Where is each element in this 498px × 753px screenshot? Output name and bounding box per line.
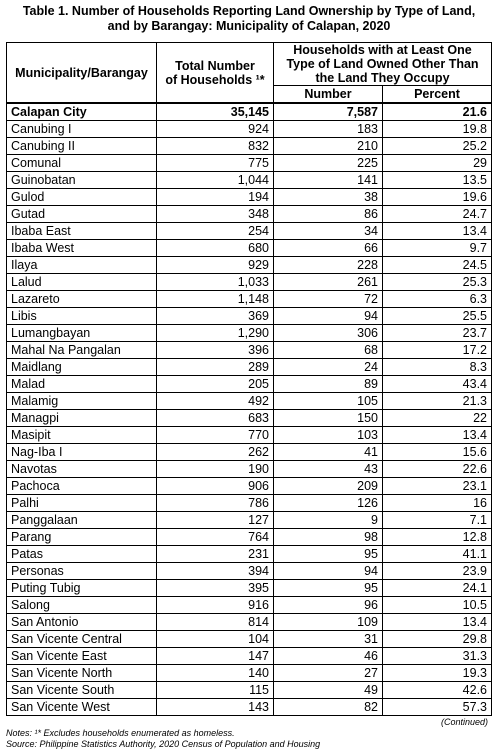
cell-barangay: San Vicente North [7,665,157,682]
header-barangay: Municipality/Barangay [7,43,157,104]
table-row [7,308,492,325]
cell-percent: 43.4 [383,376,492,393]
cell-percent: 29 [383,155,492,172]
cell-number: 95 [274,580,383,597]
cell-percent: 21.6 [383,103,492,121]
cell-barangay: Mahal Na Pangalan [7,342,157,359]
cell-barangay: Gulod [7,189,157,206]
cell-number: 228 [274,257,383,274]
cell-number: 105 [274,393,383,410]
table-row [7,223,492,240]
cell-barangay: Ilaya [7,257,157,274]
header-group-line-3: the Land They Occupy [315,71,450,85]
cell-percent: 8.3 [383,359,492,376]
continued-label: (Continued) [440,717,488,727]
cell-barangay: Personas [7,563,157,580]
cell-barangay: Guinobatan [7,172,157,189]
cell-number: 38 [274,189,383,206]
cell-total: 394 [157,563,274,580]
cell-percent: 19.3 [383,665,492,682]
table-row [7,240,492,257]
cell-total: 906 [157,478,274,495]
cell-total: 1,044 [157,172,274,189]
header-group-line-1: Households with at Least One [293,43,472,57]
table-row [7,461,492,478]
table-row [7,665,492,682]
cell-percent: 25.2 [383,138,492,155]
table-row [7,699,492,716]
header-percent: Percent [383,86,492,104]
header-group-line-2: Type of Land Owned Other Than [286,57,479,71]
cell-total: 770 [157,427,274,444]
cell-percent: 13.5 [383,172,492,189]
cell-total: 231 [157,546,274,563]
cell-barangay: San Vicente West [7,699,157,716]
cell-barangay: Panggalaan [7,512,157,529]
cell-percent: 6.3 [383,291,492,308]
table-row [7,444,492,461]
cell-barangay: San Vicente South [7,682,157,699]
cell-number: 96 [274,597,383,614]
cell-barangay: Ibaba East [7,223,157,240]
cell-total: 832 [157,138,274,155]
cell-number: 95 [274,546,383,563]
table-row-total [7,103,492,121]
table-row [7,172,492,189]
cell-total: 916 [157,597,274,614]
cell-barangay: San Vicente East [7,648,157,665]
table-row [7,529,492,546]
cell-total: 289 [157,359,274,376]
cell-total: 348 [157,206,274,223]
cell-number: 46 [274,648,383,665]
cell-barangay: Calapan City [7,103,157,121]
table-row [7,478,492,495]
cell-percent: 15.6 [383,444,492,461]
table-row [7,546,492,563]
header-total-households [157,43,274,104]
cell-percent: 24.1 [383,580,492,597]
table-row [7,614,492,631]
cell-total: 147 [157,648,274,665]
cell-total: 924 [157,121,274,138]
table-row [7,393,492,410]
table-row [7,206,492,223]
cell-number: 183 [274,121,383,138]
cell-number: 49 [274,682,383,699]
cell-barangay: Libis [7,308,157,325]
cell-total: 1,290 [157,325,274,342]
cell-percent: 57.3 [383,699,492,716]
cell-number: 141 [274,172,383,189]
cell-barangay: Gutad [7,206,157,223]
cell-number: 41 [274,444,383,461]
table-notes [6,728,320,750]
header-group [274,43,492,86]
table-header [7,43,492,104]
cell-total: 395 [157,580,274,597]
notes-line: Notes: ¹* Excludes households enumerated as homeless. [6,728,235,738]
cell-barangay: Maidlang [7,359,157,376]
table-row [7,257,492,274]
table-row [7,427,492,444]
table-row [7,682,492,699]
cell-number: 7,587 [274,103,383,121]
cell-total: 683 [157,410,274,427]
cell-total: 140 [157,665,274,682]
cell-percent: 23.9 [383,563,492,580]
cell-number: 68 [274,342,383,359]
table-row [7,189,492,206]
table-title [0,4,498,34]
cell-number: 9 [274,512,383,529]
cell-number: 82 [274,699,383,716]
cell-percent: 22.6 [383,461,492,478]
cell-total: 396 [157,342,274,359]
cell-percent: 23.7 [383,325,492,342]
cell-total: 1,033 [157,274,274,291]
table-row [7,359,492,376]
table-row [7,325,492,342]
cell-total: 190 [157,461,274,478]
cell-barangay: Puting Tubig [7,580,157,597]
cell-barangay: Lazareto [7,291,157,308]
cell-total: 205 [157,376,274,393]
cell-total: 764 [157,529,274,546]
cell-number: 150 [274,410,383,427]
cell-number: 86 [274,206,383,223]
table-row [7,410,492,427]
header-total-line-1: Total Number [175,58,255,73]
cell-percent: 7.1 [383,512,492,529]
cell-barangay: Malamig [7,393,157,410]
cell-barangay: Parang [7,529,157,546]
cell-total: 492 [157,393,274,410]
cell-barangay: Palhi [7,495,157,512]
table-row [7,291,492,308]
cell-percent: 13.4 [383,614,492,631]
cell-number: 24 [274,359,383,376]
cell-total: 369 [157,308,274,325]
cell-barangay: Malad [7,376,157,393]
cell-percent: 21.3 [383,393,492,410]
cell-total: 814 [157,614,274,631]
cell-number: 31 [274,631,383,648]
cell-total: 262 [157,444,274,461]
cell-percent: 9.7 [383,240,492,257]
cell-percent: 13.4 [383,223,492,240]
cell-number: 109 [274,614,383,631]
cell-number: 98 [274,529,383,546]
cell-percent: 25.3 [383,274,492,291]
cell-number: 94 [274,563,383,580]
cell-percent: 41.1 [383,546,492,563]
cell-total: 929 [157,257,274,274]
cell-number: 209 [274,478,383,495]
title-line-1: Table 1. Number of Households Reporting Land Ownership by Type of Land, [22,4,476,18]
cell-percent: 12.8 [383,529,492,546]
source-line: Source: Philippine Statistics Authority, 2020 Census of Population and Housing [6,739,321,749]
table-row [7,155,492,172]
cell-barangay: Masipit [7,427,157,444]
cell-percent: 22 [383,410,492,427]
cell-barangay: San Vicente Central [7,631,157,648]
cell-number: 306 [274,325,383,342]
cell-percent: 19.8 [383,121,492,138]
cell-total: 254 [157,223,274,240]
cell-percent: 23.1 [383,478,492,495]
cell-barangay: Nag-Iba I [7,444,157,461]
cell-total: 127 [157,512,274,529]
cell-percent: 19.6 [383,189,492,206]
cell-barangay: Navotas [7,461,157,478]
cell-percent: 13.4 [383,427,492,444]
cell-percent: 42.6 [383,682,492,699]
cell-total: 775 [157,155,274,172]
cell-barangay: Managpi [7,410,157,427]
cell-number: 66 [274,240,383,257]
cell-total: 194 [157,189,274,206]
cell-barangay: Patas [7,546,157,563]
cell-total: 104 [157,631,274,648]
cell-percent: 16 [383,495,492,512]
cell-barangay: Canubing II [7,138,157,155]
table-row [7,121,492,138]
cell-barangay: Lumangbayan [7,325,157,342]
table-row [7,495,492,512]
cell-percent: 31.3 [383,648,492,665]
cell-percent: 29.8 [383,631,492,648]
cell-total: 1,148 [157,291,274,308]
households-table [6,42,492,716]
cell-number: 34 [274,223,383,240]
cell-number: 103 [274,427,383,444]
cell-percent: 24.7 [383,206,492,223]
cell-barangay: Ibaba West [7,240,157,257]
table-row [7,563,492,580]
cell-percent: 25.5 [383,308,492,325]
table-row [7,376,492,393]
cell-number: 27 [274,665,383,682]
cell-number: 126 [274,495,383,512]
cell-barangay: Canubing I [7,121,157,138]
table-row [7,580,492,597]
cell-total: 115 [157,682,274,699]
table-row [7,597,492,614]
cell-total: 680 [157,240,274,257]
cell-number: 72 [274,291,383,308]
table-row [7,512,492,529]
cell-total: 35,145 [157,103,274,121]
cell-barangay: Pachoca [7,478,157,495]
table-row [7,138,492,155]
cell-number: 94 [274,308,383,325]
table-row [7,274,492,291]
table-row [7,631,492,648]
cell-number: 261 [274,274,383,291]
cell-number: 225 [274,155,383,172]
title-line-2: and by Barangay: Municipality of Calapan, 2020 [107,19,391,33]
cell-barangay: San Antonio [7,614,157,631]
table-row [7,342,492,359]
cell-total: 786 [157,495,274,512]
cell-percent: 17.2 [383,342,492,359]
table-row [7,648,492,665]
cell-percent: 10.5 [383,597,492,614]
cell-number: 89 [274,376,383,393]
header-total-line-2: of Households ¹* [165,72,265,87]
cell-number: 210 [274,138,383,155]
cell-total: 143 [157,699,274,716]
table-body [7,103,492,716]
cell-barangay: Lalud [7,274,157,291]
cell-barangay: Salong [7,597,157,614]
cell-number: 43 [274,461,383,478]
cell-percent: 24.5 [383,257,492,274]
header-number: Number [274,86,383,104]
cell-barangay: Comunal [7,155,157,172]
